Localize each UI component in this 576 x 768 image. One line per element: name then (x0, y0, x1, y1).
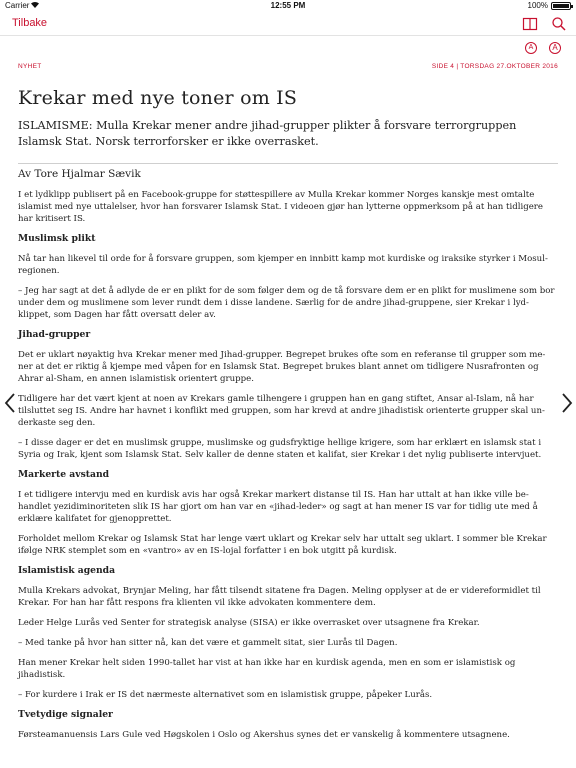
chevron-left-icon[interactable] (3, 392, 17, 414)
article (18, 86, 558, 749)
decrease-font-button[interactable]: A (525, 42, 537, 54)
article-subheading: Muslimsk plikt (18, 233, 96, 244)
article-subheading: Tvetydige signaler (18, 709, 113, 720)
increase-font-button[interactable]: A (549, 42, 561, 54)
article-paragraph: Forholdet mellom Krekar og Islamsk Stat har lenge vært uklart og Krekar selv har uttalt seg uklart. I sommer ble Krekar ifølge NRK stemplet som en «vantro» av en IS-lojal forfatter i en bok utgitt på kurdisk. (18, 534, 547, 556)
back-button[interactable]: Tilbake (12, 17, 48, 29)
article-meta (18, 63, 558, 75)
article-paragraph: Han mener Krekar helt siden 1990-tallet har vist at han ikke har en kurdisk agenda, men en som er islamistisk og jihadistisk. (18, 658, 516, 680)
battery-icon (551, 2, 571, 10)
article-paragraph: Tidligere har det vært kjent at noen av Krekars gamle tilhengere i gruppen han en gang stiftet, Ansar al-Islam, nå har tilsluttet seg IS. Andre har havnet i konflikt med gruppen, som har krevd at andre jihadistisk orienterte grupper skal un-derkaste seg den. (18, 394, 545, 428)
font-toolbar (0, 37, 576, 59)
book-icon[interactable] (522, 16, 538, 32)
article-byline: Av Tore Hjalmar Sævik (18, 163, 558, 181)
chevron-right-icon[interactable] (560, 392, 574, 414)
section-label: NYHET (18, 63, 42, 70)
status-time: 12:55 PM (270, 1, 306, 10)
article-paragraph: Førsteamanuensis Lars Gule ved Høgskolen i Oslo og Akershus synes det er vanskelig å kommentere utsagnene. (18, 730, 510, 740)
nav-bar (0, 12, 576, 36)
article-subheading: Islamistisk agenda (18, 565, 116, 576)
article-paragraph: Mulla Krekars advokat, Brynjar Meling, har fått tilsendt sitatene fra Dagen. Meling opplyser at de er videreformidlet til Krekar. For han har fått respons fra klienten vil ikke advokaten kommentere dem. (18, 586, 541, 608)
article-paragraph: – For kurdere i Irak er IS det nærmeste alternativet som en islamistisk gruppe, påpeker Lurås. (18, 690, 433, 700)
search-icon[interactable] (551, 16, 567, 32)
article-paragraph: Nå tar han likevel til orde for å forsvare gruppen, som kjemper en innbitt kamp mot kurdiske og iraksike styrker i Mosul-regionen. (18, 254, 548, 276)
article-headline: Krekar med nye toner om IS (18, 87, 298, 109)
page-info: SIDE 4 | TORSDAG 27.OKTOBER 2016 (431, 63, 558, 70)
article-paragraph: – Med tanke på hvor han sitter nå, kan det være et gammelt sitat, sier Lurås til Dagen. (18, 638, 398, 648)
article-subheading: Jihad-grupper (18, 329, 91, 340)
article-paragraph: I et lydklipp publisert på en Facebook-gruppe for støttespillere av Mulla Krekar kommer Norges kanskje mest omtalte islamist med nye uttalelser, hvor han forsvarer Islamsk Stat. I videoen gjør han lytterne oppmerksom på at han tidligere har kritisert IS. (18, 190, 544, 224)
article-lead: ISLAMISME: Mulla Krekar mener andre jihad-grupper plikter å forsvare terrorgruppen Islamsk Stat. Norsk terrorforsker er ikke overrasket. (18, 119, 517, 148)
status-bar (0, 0, 576, 12)
article-paragraph: Leder Helge Lurås ved Senter for strategisk analyse (SISA) er ikke overrasket over utsagnene fra Krekar. (18, 618, 480, 628)
article-subheading: Markerte avstand (18, 469, 110, 480)
article-paragraph: I et tidligere intervju med en kurdisk avis har også Krekar markert distanse til IS. Han har uttalt at han ikke ville be-handlet yezidiminoriteten slik IS har gjort om han var en «jihad-leder» og sagt at han mener IS var for tidlig ute med å erklære kalifatet for gjenopprettet. (18, 490, 538, 524)
article-paragraph: – I disse dager er det en muslimsk gruppe, muslimske og gudsfryktige hellige krigere, som har erklært en islamsk stat i Syria og Irak, kjent som Islamsk Stat. Selv kaller de denne staten et kalifat, sier Krekar i det nylig publiserte intervjuet. (18, 438, 542, 460)
carrier-label: Carrier (5, 1, 30, 10)
article-paragraph: – Jeg har sagt at det å adlyde de er en plikt for de som følger dem og de tå forsvare dem er en plikt for muslimene som bor under dem og muslimene som lever rundt dem i disse landene. Særlig for de andre jihad-gruppene, sier Krekar i lyd-klippet, som Dagen har fått oversatt deler av. (18, 286, 555, 320)
battery-percent: 100% (527, 1, 548, 10)
article-paragraph: Det er uklart nøyaktig hva Krekar mener med Jihad-grupper. Begrepet brukes ofte som en referanse til grupper som me-ner at det er riktig å kjempe med våpen for en Islamsk Stat. Begrepet brukes blant annet om tidligere Nusrafronten og Ahrar al-Sham, en annen islamistisk orientert gruppe. (18, 350, 546, 384)
